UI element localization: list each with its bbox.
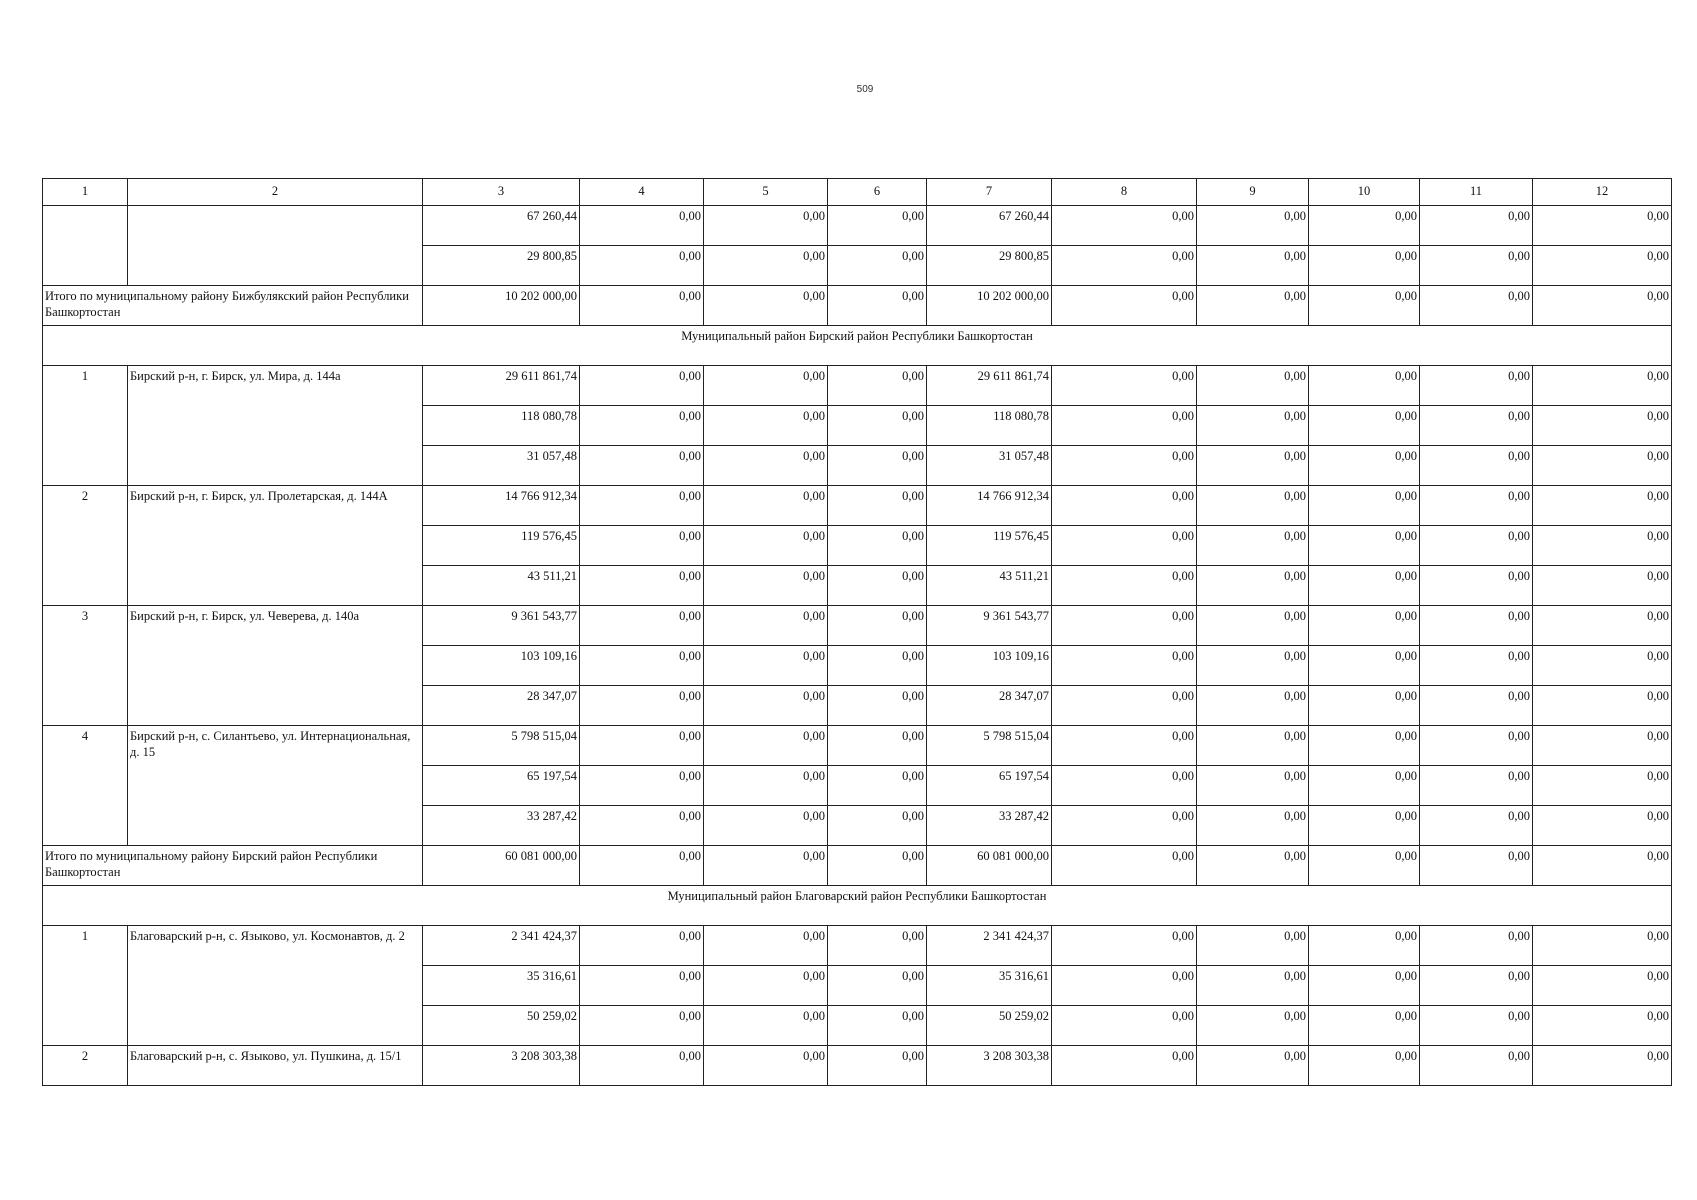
value-cell: 0,00 bbox=[1309, 1046, 1420, 1086]
table-row bbox=[43, 206, 1672, 246]
value-cell: 0,00 bbox=[1197, 206, 1309, 246]
value-cell: 0,00 bbox=[1533, 686, 1672, 726]
row-number: 3 bbox=[43, 606, 128, 726]
value-cell: 0,00 bbox=[1309, 646, 1420, 686]
value-cell: 0,00 bbox=[1420, 206, 1533, 246]
value-cell: 0,00 bbox=[1309, 286, 1420, 326]
value-cell: 0,00 bbox=[1197, 726, 1309, 766]
table-row bbox=[43, 926, 1672, 966]
value-cell: 0,00 bbox=[1309, 526, 1420, 566]
value-cell: 0,00 bbox=[704, 446, 828, 486]
value-cell: 0,00 bbox=[704, 206, 828, 246]
value-cell: 0,00 bbox=[1533, 606, 1672, 646]
value-cell: 0,00 bbox=[1533, 406, 1672, 446]
value-cell: 0,00 bbox=[1052, 726, 1197, 766]
value-cell: 0,00 bbox=[1052, 966, 1197, 1006]
value-cell: 5 798 515,04 bbox=[423, 726, 580, 766]
table-row bbox=[43, 1046, 1672, 1086]
value-cell: 0,00 bbox=[580, 926, 704, 966]
value-cell: 0,00 bbox=[1197, 966, 1309, 1006]
value-cell: 65 197,54 bbox=[423, 766, 580, 806]
column-header: 12 bbox=[1533, 179, 1672, 206]
value-cell: 0,00 bbox=[1197, 806, 1309, 846]
value-cell: 0,00 bbox=[1420, 726, 1533, 766]
value-cell: 0,00 bbox=[704, 726, 828, 766]
value-cell: 0,00 bbox=[828, 646, 927, 686]
value-cell: 0,00 bbox=[1420, 446, 1533, 486]
value-cell: 0,00 bbox=[580, 366, 704, 406]
value-cell: 0,00 bbox=[704, 1006, 828, 1046]
row-number: 2 bbox=[43, 486, 128, 606]
value-cell: 0,00 bbox=[1197, 406, 1309, 446]
value-cell: 9 361 543,77 bbox=[423, 606, 580, 646]
value-cell: 0,00 bbox=[1309, 726, 1420, 766]
value-cell: 0,00 bbox=[828, 726, 927, 766]
value-cell: 0,00 bbox=[828, 806, 927, 846]
value-cell: 0,00 bbox=[1197, 926, 1309, 966]
value-cell: 0,00 bbox=[580, 1046, 704, 1086]
value-cell: 28 347,07 bbox=[423, 686, 580, 726]
value-cell: 119 576,45 bbox=[423, 526, 580, 566]
total-label: Итого по муниципальному району Бирский район Республики Башкортостан bbox=[43, 846, 423, 886]
value-cell: 31 057,48 bbox=[927, 446, 1052, 486]
value-cell: 31 057,48 bbox=[423, 446, 580, 486]
value-cell: 0,00 bbox=[580, 566, 704, 606]
value-cell: 0,00 bbox=[1533, 206, 1672, 246]
value-cell: 0,00 bbox=[1420, 566, 1533, 606]
value-cell: 0,00 bbox=[1197, 1046, 1309, 1086]
value-cell: 0,00 bbox=[1420, 486, 1533, 526]
column-header: 1 bbox=[43, 179, 128, 206]
value-cell: 29 800,85 bbox=[423, 246, 580, 286]
value-cell: 43 511,21 bbox=[423, 566, 580, 606]
value-cell: 0,00 bbox=[1052, 526, 1197, 566]
value-cell: 0,00 bbox=[704, 966, 828, 1006]
address-cell: Бирский р-н, с. Силантьево, ул. Интернациональная, д. 15 bbox=[128, 726, 423, 846]
value-cell: 0,00 bbox=[828, 286, 927, 326]
value-cell: 0,00 bbox=[1533, 526, 1672, 566]
value-cell: 0,00 bbox=[1420, 806, 1533, 846]
value-cell: 0,00 bbox=[1309, 566, 1420, 606]
value-cell: 0,00 bbox=[1309, 686, 1420, 726]
value-cell: 0,00 bbox=[580, 406, 704, 446]
value-cell: 0,00 bbox=[1533, 806, 1672, 846]
value-cell: 0,00 bbox=[1420, 526, 1533, 566]
value-cell: 29 800,85 bbox=[927, 246, 1052, 286]
value-cell: 0,00 bbox=[1052, 766, 1197, 806]
value-cell: 0,00 bbox=[1533, 566, 1672, 606]
total-row bbox=[43, 846, 1672, 886]
value-cell: 0,00 bbox=[1197, 446, 1309, 486]
value-cell: 0,00 bbox=[1052, 846, 1197, 886]
value-cell: 0,00 bbox=[1197, 246, 1309, 286]
value-cell: 0,00 bbox=[828, 606, 927, 646]
value-cell: 0,00 bbox=[1052, 686, 1197, 726]
value-cell: 0,00 bbox=[1309, 1006, 1420, 1046]
column-header: 5 bbox=[704, 179, 828, 206]
value-cell: 0,00 bbox=[580, 446, 704, 486]
value-cell: 2 341 424,37 bbox=[927, 926, 1052, 966]
value-cell: 0,00 bbox=[1197, 846, 1309, 886]
value-cell: 35 316,61 bbox=[423, 966, 580, 1006]
value-cell: 0,00 bbox=[1420, 646, 1533, 686]
value-cell: 0,00 bbox=[1309, 486, 1420, 526]
value-cell: 67 260,44 bbox=[423, 206, 580, 246]
column-header: 7 bbox=[927, 179, 1052, 206]
value-cell: 0,00 bbox=[1420, 766, 1533, 806]
value-cell: 0,00 bbox=[580, 846, 704, 886]
value-cell: 0,00 bbox=[1420, 606, 1533, 646]
value-cell: 0,00 bbox=[828, 526, 927, 566]
value-cell: 9 361 543,77 bbox=[927, 606, 1052, 646]
value-cell: 5 798 515,04 bbox=[927, 726, 1052, 766]
value-cell: 0,00 bbox=[704, 926, 828, 966]
region-heading: Муниципальный район Бирский район Республики Башкортостан bbox=[43, 326, 1672, 366]
value-cell: 0,00 bbox=[828, 1046, 927, 1086]
address-cell: Благоварский р-н, с. Языково, ул. Космонавтов, д. 2 bbox=[128, 926, 423, 1046]
value-cell: 65 197,54 bbox=[927, 766, 1052, 806]
value-cell: 0,00 bbox=[704, 686, 828, 726]
value-cell: 0,00 bbox=[1309, 606, 1420, 646]
value-cell: 33 287,42 bbox=[423, 806, 580, 846]
value-cell: 2 341 424,37 bbox=[423, 926, 580, 966]
value-cell: 0,00 bbox=[1197, 766, 1309, 806]
value-cell: 0,00 bbox=[1533, 446, 1672, 486]
value-cell: 0,00 bbox=[704, 486, 828, 526]
value-cell: 35 316,61 bbox=[927, 966, 1052, 1006]
address-cell: Бирский р-н, г. Бирск, ул. Мира, д. 144а bbox=[128, 366, 423, 486]
value-cell: 0,00 bbox=[1420, 1046, 1533, 1086]
column-header: 9 bbox=[1197, 179, 1309, 206]
value-cell: 0,00 bbox=[1533, 646, 1672, 686]
value-cell: 0,00 bbox=[580, 606, 704, 646]
value-cell: 0,00 bbox=[580, 766, 704, 806]
value-cell: 0,00 bbox=[1052, 606, 1197, 646]
value-cell: 0,00 bbox=[1309, 926, 1420, 966]
value-cell: 0,00 bbox=[1052, 286, 1197, 326]
value-cell: 28 347,07 bbox=[927, 686, 1052, 726]
value-cell: 0,00 bbox=[1052, 406, 1197, 446]
value-cell: 0,00 bbox=[1197, 486, 1309, 526]
value-cell: 0,00 bbox=[1197, 606, 1309, 646]
value-cell: 0,00 bbox=[1309, 806, 1420, 846]
value-cell: 0,00 bbox=[580, 206, 704, 246]
value-cell: 103 109,16 bbox=[423, 646, 580, 686]
value-cell: 0,00 bbox=[704, 766, 828, 806]
address-cell bbox=[128, 206, 423, 286]
value-cell: 0,00 bbox=[828, 486, 927, 526]
value-cell: 60 081 000,00 bbox=[927, 846, 1052, 886]
column-header: 4 bbox=[580, 179, 704, 206]
column-header: 11 bbox=[1420, 179, 1533, 206]
value-cell: 0,00 bbox=[828, 446, 927, 486]
value-cell: 0,00 bbox=[1197, 366, 1309, 406]
value-cell: 0,00 bbox=[1533, 726, 1672, 766]
value-cell: 0,00 bbox=[1197, 526, 1309, 566]
value-cell: 0,00 bbox=[1533, 286, 1672, 326]
value-cell: 0,00 bbox=[1197, 286, 1309, 326]
table-row bbox=[43, 726, 1672, 766]
total-row bbox=[43, 286, 1672, 326]
value-cell: 118 080,78 bbox=[423, 406, 580, 446]
value-cell: 50 259,02 bbox=[423, 1006, 580, 1046]
address-cell: Бирский р-н, г. Бирск, ул. Чеверева, д. 140а bbox=[128, 606, 423, 726]
value-cell: 0,00 bbox=[704, 286, 828, 326]
value-cell: 0,00 bbox=[828, 406, 927, 446]
value-cell: 0,00 bbox=[1052, 806, 1197, 846]
value-cell: 0,00 bbox=[1309, 846, 1420, 886]
value-cell: 0,00 bbox=[1052, 646, 1197, 686]
value-cell: 0,00 bbox=[1420, 246, 1533, 286]
value-cell: 0,00 bbox=[580, 286, 704, 326]
value-cell: 0,00 bbox=[828, 926, 927, 966]
value-cell: 0,00 bbox=[828, 206, 927, 246]
value-cell: 0,00 bbox=[1533, 766, 1672, 806]
value-cell: 0,00 bbox=[580, 486, 704, 526]
value-cell: 0,00 bbox=[828, 846, 927, 886]
value-cell: 29 611 861,74 bbox=[927, 366, 1052, 406]
row-number: 2 bbox=[43, 1046, 128, 1086]
value-cell: 43 511,21 bbox=[927, 566, 1052, 606]
table-row bbox=[43, 366, 1672, 406]
column-header: 2 bbox=[128, 179, 423, 206]
value-cell: 0,00 bbox=[1420, 406, 1533, 446]
value-cell: 0,00 bbox=[1052, 1006, 1197, 1046]
value-cell: 0,00 bbox=[1420, 926, 1533, 966]
region-heading: Муниципальный район Благоварский район Республики Башкортостан bbox=[43, 886, 1672, 926]
column-header: 8 bbox=[1052, 179, 1197, 206]
value-cell: 0,00 bbox=[1197, 566, 1309, 606]
value-cell: 0,00 bbox=[1052, 206, 1197, 246]
value-cell: 0,00 bbox=[1533, 966, 1672, 1006]
value-cell: 0,00 bbox=[1052, 446, 1197, 486]
value-cell: 0,00 bbox=[1309, 206, 1420, 246]
value-cell: 0,00 bbox=[828, 566, 927, 606]
page-number: 509 bbox=[856, 84, 874, 95]
table-row bbox=[43, 486, 1672, 526]
value-cell: 3 208 303,38 bbox=[423, 1046, 580, 1086]
value-cell: 29 611 861,74 bbox=[423, 366, 580, 406]
value-cell: 0,00 bbox=[1533, 486, 1672, 526]
value-cell: 50 259,02 bbox=[927, 1006, 1052, 1046]
value-cell: 0,00 bbox=[828, 246, 927, 286]
value-cell: 0,00 bbox=[580, 1006, 704, 1046]
value-cell: 0,00 bbox=[704, 246, 828, 286]
value-cell: 67 260,44 bbox=[927, 206, 1052, 246]
value-cell: 0,00 bbox=[580, 526, 704, 566]
table-row bbox=[43, 606, 1672, 646]
value-cell: 0,00 bbox=[704, 606, 828, 646]
total-label: Итого по муниципальному району Бижбулякский район Республики Башкортостан bbox=[43, 286, 423, 326]
value-cell: 0,00 bbox=[828, 766, 927, 806]
value-cell: 0,00 bbox=[1533, 366, 1672, 406]
table-body bbox=[43, 179, 1672, 1086]
row-number: 1 bbox=[43, 366, 128, 486]
address-cell: Благоварский р-н, с. Языково, ул. Пушкина, д. 15/1 bbox=[128, 1046, 423, 1086]
value-cell: 0,00 bbox=[1309, 766, 1420, 806]
value-cell: 0,00 bbox=[1197, 1006, 1309, 1046]
row-number bbox=[43, 206, 128, 286]
column-header: 10 bbox=[1309, 179, 1420, 206]
value-cell: 0,00 bbox=[704, 846, 828, 886]
value-cell: 0,00 bbox=[1420, 966, 1533, 1006]
value-cell: 0,00 bbox=[704, 566, 828, 606]
value-cell: 0,00 bbox=[1533, 1046, 1672, 1086]
region-heading-row bbox=[43, 886, 1672, 926]
value-cell: 0,00 bbox=[704, 406, 828, 446]
value-cell: 0,00 bbox=[704, 1046, 828, 1086]
value-cell: 0,00 bbox=[1420, 366, 1533, 406]
value-cell: 0,00 bbox=[1533, 926, 1672, 966]
value-cell: 0,00 bbox=[1052, 926, 1197, 966]
value-cell: 0,00 bbox=[580, 806, 704, 846]
address-cell: Бирский р-н, г. Бирск, ул. Пролетарская, д. 144А bbox=[128, 486, 423, 606]
value-cell: 0,00 bbox=[1052, 566, 1197, 606]
value-cell: 0,00 bbox=[1533, 246, 1672, 286]
column-header: 6 bbox=[828, 179, 927, 206]
value-cell: 0,00 bbox=[580, 646, 704, 686]
value-cell: 0,00 bbox=[1533, 846, 1672, 886]
value-cell: 0,00 bbox=[1052, 1046, 1197, 1086]
value-cell: 0,00 bbox=[1309, 366, 1420, 406]
value-cell: 0,00 bbox=[1052, 366, 1197, 406]
value-cell: 0,00 bbox=[704, 366, 828, 406]
value-cell: 10 202 000,00 bbox=[927, 286, 1052, 326]
value-cell: 14 766 912,34 bbox=[423, 486, 580, 526]
value-cell: 33 287,42 bbox=[927, 806, 1052, 846]
value-cell: 0,00 bbox=[1197, 686, 1309, 726]
value-cell: 0,00 bbox=[1052, 246, 1197, 286]
budget-table bbox=[42, 178, 1672, 1086]
value-cell: 0,00 bbox=[580, 686, 704, 726]
header-row bbox=[43, 179, 1672, 206]
value-cell: 0,00 bbox=[1309, 246, 1420, 286]
value-cell: 0,00 bbox=[1420, 286, 1533, 326]
value-cell: 0,00 bbox=[704, 526, 828, 566]
value-cell: 0,00 bbox=[704, 806, 828, 846]
value-cell: 0,00 bbox=[580, 246, 704, 286]
value-cell: 0,00 bbox=[1309, 406, 1420, 446]
column-header: 3 bbox=[423, 179, 580, 206]
value-cell: 0,00 bbox=[828, 366, 927, 406]
value-cell: 0,00 bbox=[1533, 1006, 1672, 1046]
value-cell: 0,00 bbox=[828, 966, 927, 1006]
region-heading-row bbox=[43, 326, 1672, 366]
value-cell: 118 080,78 bbox=[927, 406, 1052, 446]
value-cell: 0,00 bbox=[1420, 686, 1533, 726]
value-cell: 0,00 bbox=[1309, 966, 1420, 1006]
value-cell: 0,00 bbox=[828, 686, 927, 726]
value-cell: 103 109,16 bbox=[927, 646, 1052, 686]
value-cell: 0,00 bbox=[1420, 846, 1533, 886]
value-cell: 3 208 303,38 bbox=[927, 1046, 1052, 1086]
value-cell: 10 202 000,00 bbox=[423, 286, 580, 326]
value-cell: 0,00 bbox=[1197, 646, 1309, 686]
value-cell: 0,00 bbox=[580, 726, 704, 766]
value-cell: 60 081 000,00 bbox=[423, 846, 580, 886]
row-number: 1 bbox=[43, 926, 128, 1046]
value-cell: 14 766 912,34 bbox=[927, 486, 1052, 526]
value-cell: 119 576,45 bbox=[927, 526, 1052, 566]
value-cell: 0,00 bbox=[828, 1006, 927, 1046]
value-cell: 0,00 bbox=[1309, 446, 1420, 486]
value-cell: 0,00 bbox=[1052, 486, 1197, 526]
value-cell: 0,00 bbox=[704, 646, 828, 686]
row-number: 4 bbox=[43, 726, 128, 846]
value-cell: 0,00 bbox=[580, 966, 704, 1006]
value-cell: 0,00 bbox=[1420, 1006, 1533, 1046]
